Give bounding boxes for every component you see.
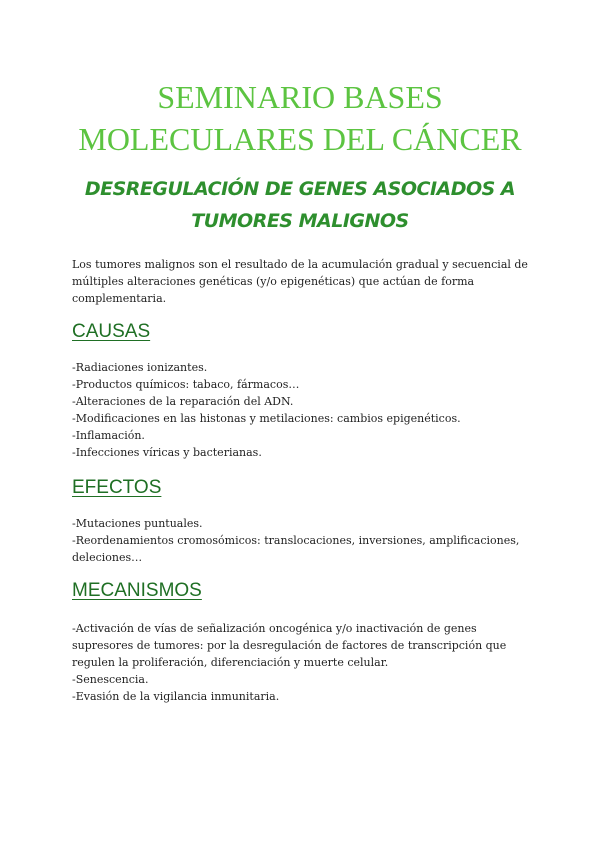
list-item: -Inflamación. [72,429,145,442]
mecanismos-list [72,620,532,705]
list-item: -Modificaciones en las histonas y metilaciones: cambios epigenéticos. [72,412,461,425]
list-item: -Evasión de la vigilancia inmunitaria. [72,690,280,703]
list-item: -Senescencia. [72,673,149,686]
list-item: -Infecciones víricas y bacterianas. [72,446,262,459]
list-item: -Alteraciones de la reparación del ADN. [72,395,294,408]
section-heading-mecanismos: MECANISMOS [72,580,202,601]
subtitle-line-2: TUMORES MALIGNOS [191,210,409,232]
list-item: -Productos químicos: tabaco, fármacos… [72,378,300,391]
efectos-list [72,515,532,566]
title-line-2: MOLECULARES DEL CÁNCER [78,121,522,157]
list-item: -Mutaciones puntuales. [72,517,203,530]
subtitle-line-1: DESREGULACIÓN DE GENES ASOCIADOS A [84,178,516,200]
list-item: -Activación de vías de señalización oncogénica y/o inactivación de genes supresores de tumores: por la desregulación de factores de transcripción que regulen la proliferación, diferenciación y muerte celular. [72,622,507,669]
list-item: -Reordenamientos cromosómicos: translocaciones, inversiones, amplificaciones, deleciones… [72,534,520,564]
list-item: -Radiaciones ionizantes. [72,361,208,374]
section-heading-efectos: EFECTOS [72,477,162,498]
intro-paragraph: Los tumores malignos son el resultado de la acumulación gradual y secuencial de múltiples alteraciones genéticas (y/o epigenéticas) que actúan de forma complementaria. [72,258,528,305]
section-heading-causas: CAUSAS [72,321,151,342]
causas-list [72,359,532,461]
document-title [0,76,600,160]
document-subtitle [40,173,560,237]
title-line-1: SEMINARIO BASES [157,79,443,115]
